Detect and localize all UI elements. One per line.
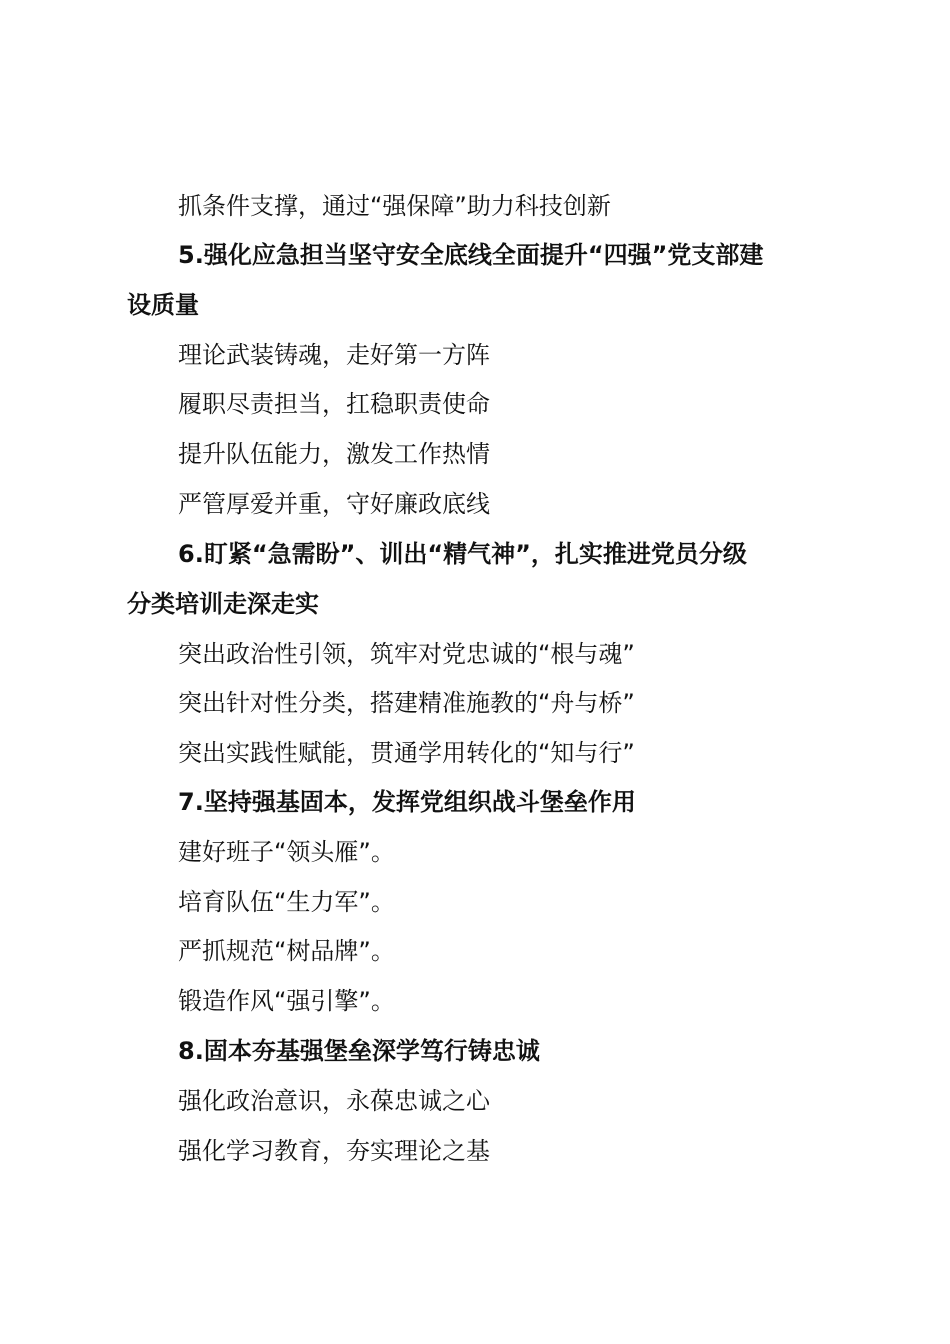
body-line: 突出实践性赋能，贯通学用转化的“知与行” (178, 739, 635, 767)
body-line: 锻造作风“强引擎”。 (178, 987, 395, 1015)
body-line: 抓条件支撑，通过“强保障”助力科技创新 (178, 192, 611, 220)
section-heading-continuation: 分类培训走深走实 (127, 590, 319, 618)
body-line: 培育队伍“生力军”。 (178, 888, 395, 916)
section-heading-continuation: 设质量 (127, 291, 199, 319)
section-heading: 6.盯紧“急需盼”、训出“精气神”，扎实推进党员分级 (178, 540, 747, 568)
section-heading: 8.固本夯基强堡垒深学笃行铸忠诚 (178, 1037, 540, 1065)
body-line: 严管厚爱并重，守好廉政底线 (178, 490, 490, 518)
body-line: 强化学习教育，夯实理论之基 (178, 1137, 490, 1165)
body-line: 提升队伍能力，激发工作热情 (178, 440, 490, 468)
body-line: 突出政治性引领，筑牢对党忠诚的“根与魂” (178, 640, 635, 668)
section-heading: 5.强化应急担当坚守安全底线全面提升“四强”党支部建 (178, 241, 764, 269)
body-line: 严抓规范“树品牌”。 (178, 937, 395, 965)
body-line: 建好班子“领头雁”。 (178, 838, 395, 866)
body-line: 强化政治意识，永葆忠诚之心 (178, 1087, 490, 1115)
body-line: 理论武装铸魂，走好第一方阵 (178, 341, 490, 369)
body-line: 履职尽责担当，扛稳职责使命 (178, 390, 490, 418)
body-line: 突出针对性分类，搭建精准施教的“舟与桥” (178, 689, 635, 717)
section-heading: 7.坚持强基固本，发挥党组织战斗堡垒作用 (178, 788, 636, 816)
